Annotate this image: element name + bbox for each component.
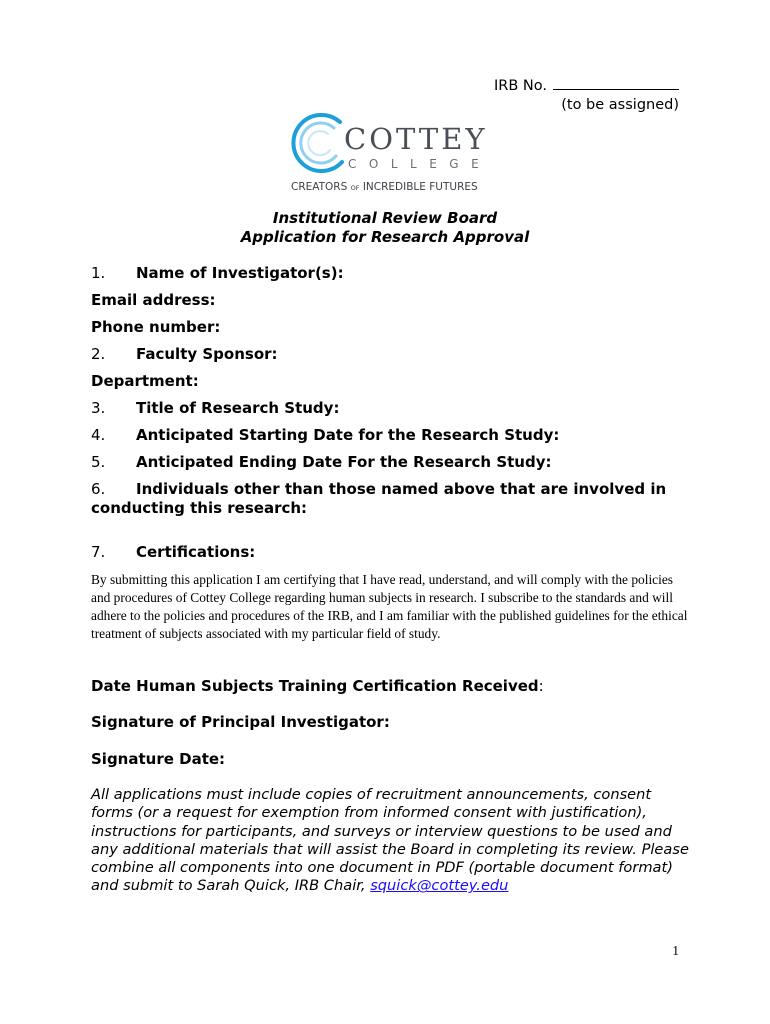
page-number: 1 xyxy=(672,943,679,958)
irb-chair-email-link[interactable]: squick@cottey.edu xyxy=(370,877,509,895)
irb-hint: (to be assigned) xyxy=(561,97,679,113)
field-number: 7. xyxy=(91,543,106,561)
note-text: All applications must include copies of recruitment announcements, consent forms (or a request for exemption from informed consent with justification), instructions for participants, and surveys or interview questions to be used and any additional materials that will assist the Board in completing its review. Please combine all components into one document in PDF (portable document format) and submit to Sarah Quick, IRB Chair, xyxy=(91,786,689,895)
college-logo xyxy=(284,108,494,198)
signature-date-field: Signature Date: xyxy=(91,750,226,768)
training-colon: : xyxy=(538,677,544,695)
field-email: Email address: xyxy=(91,291,216,309)
field-start-date xyxy=(91,426,559,445)
field-label: Anticipated Starting Date for the Research Study: xyxy=(136,426,560,444)
logo-tagline xyxy=(291,181,478,194)
irb-number-block xyxy=(494,76,679,115)
irb-label: IRB No. xyxy=(494,78,547,94)
field-number: 5. xyxy=(91,453,106,471)
field-number: 3. xyxy=(91,399,106,417)
field-department: Department: xyxy=(91,372,199,390)
field-certifications xyxy=(91,543,255,562)
field-faculty-sponsor xyxy=(91,345,278,364)
field-number: 4. xyxy=(91,426,106,444)
field-end-date xyxy=(91,453,552,472)
training-label: Date Human Subjects Training Certification Received xyxy=(91,677,539,695)
irb-number-blank xyxy=(553,76,679,90)
form-title-line-1: Institutional Review Board xyxy=(272,209,498,227)
signature-field: Signature of Principal Investigator: xyxy=(91,713,390,731)
form-title-line-2: Application for Research Approval xyxy=(240,228,530,246)
field-label: Title of Research Study: xyxy=(136,399,340,417)
field-label: Faculty Sponsor: xyxy=(136,345,278,363)
field-other-individuals xyxy=(91,480,691,518)
field-label: Certifications: xyxy=(136,543,256,561)
field-number: 1. xyxy=(91,264,106,282)
logo-name: COTTEY xyxy=(344,122,488,156)
tagline-of: OF xyxy=(350,184,360,192)
field-study-title xyxy=(91,399,339,418)
field-number: 6. xyxy=(91,480,106,498)
field-number: 2. xyxy=(91,345,106,363)
tagline-part-a: CREATORS xyxy=(291,181,348,193)
certification-paragraph: By submitting this application I am certifying that I have read, understand, and will comply with the policies and procedures of Cottey College regarding human subjects in research. I subscribe to the standards and will adhere to the policies and procedures of the IRB, and I am familiar with the published guidelines for the ethical treatment of subjects associated with my particular field of study. xyxy=(91,572,688,641)
logo-subname: COLLEGE xyxy=(348,157,492,171)
tagline-part-b: INCREDIBLE FUTURES xyxy=(362,181,478,193)
training-date-field xyxy=(91,677,544,696)
field-label: Anticipated Ending Date For the Research Study: xyxy=(136,453,552,471)
field-label: Name of Investigator(s): xyxy=(136,264,344,282)
field-label: Individuals other than those named above that are involved in conducting this research: xyxy=(91,480,667,517)
field-investigator xyxy=(91,264,344,283)
field-phone: Phone number: xyxy=(91,318,221,336)
submission-note xyxy=(91,786,691,896)
